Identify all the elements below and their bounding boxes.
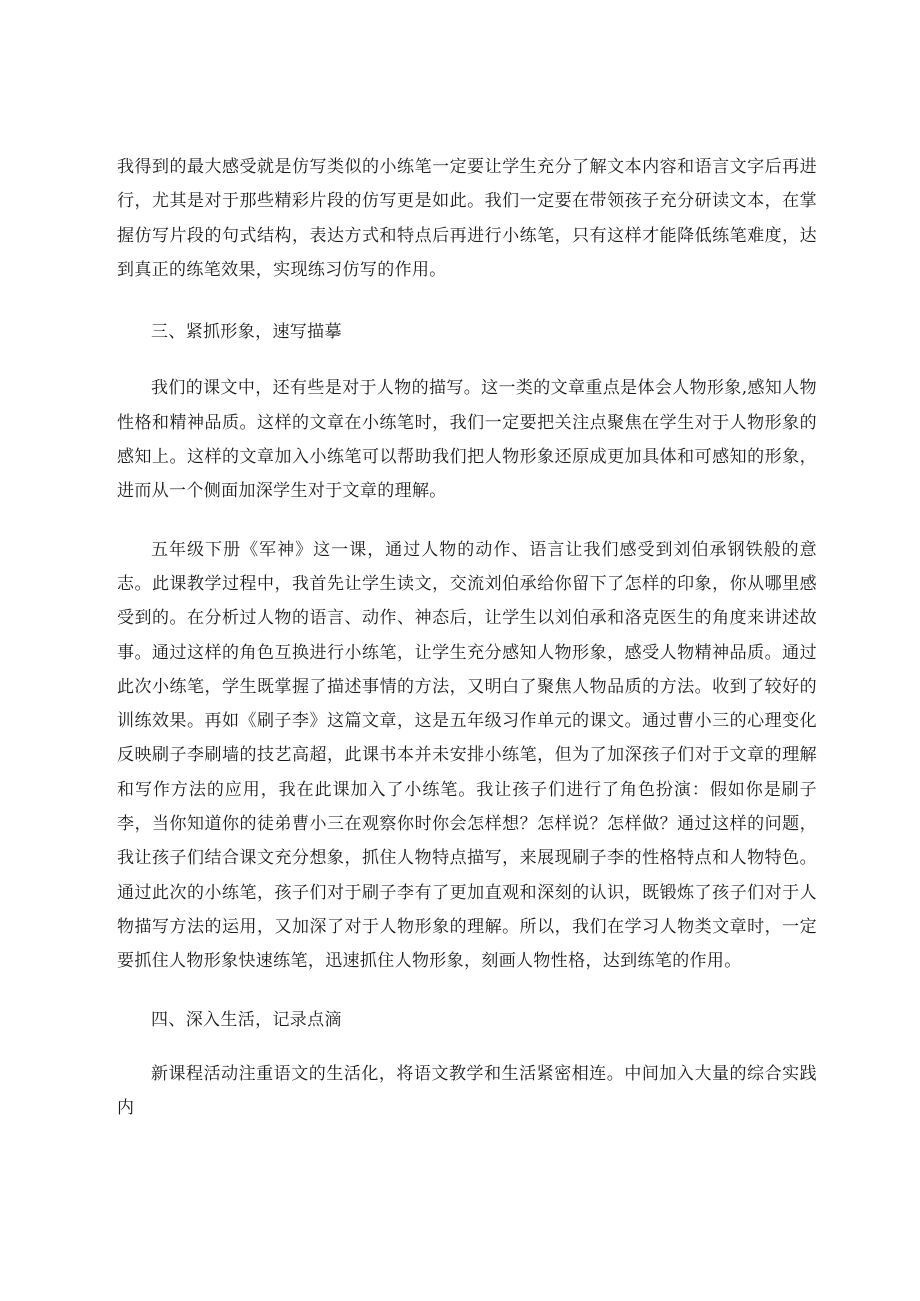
section-heading-3: 三、紧抓形象，速写描摹 bbox=[151, 322, 342, 343]
document-body bbox=[117, 150, 817, 1143]
paragraph-character-description: 我们的课文中，还有些是对于人物的描写。这一类的文章重点是体会人物形象,感知人物性格和精神品质。这样的文章在小练笔时，我们一定要把关注点聚焦在学生对于人物形象的感知上。这样的文章加入小练笔可以帮助我们把人物形象还原成更加具体和可感知的形象，进而从一个侧面加深学生对于文章的理解。 bbox=[117, 378, 817, 502]
paragraph-continuation: 我得到的最大感受就是仿写类似的小练笔一定要让学生充分了解文本内容和语言文字后再进行，尤其是对于那些精彩片段的仿写更是如此。我们一定要在带领孩子充分研读文本，在掌握仿写片段的句式结构，表达方式和特点后再进行小练笔，只有这样才能降低练笔难度，达到真正的练笔效果，实现练习仿写的作用。 bbox=[117, 157, 817, 280]
paragraph-lesson-examples: 五年级下册《军神》这一课，通过人物的动作、语言让我们感受到刘伯承钢铁般的意志。此课教学过程中，我首先让学生读文，交流刘伯承给你留下了怎样的印象，你从哪里感受到的。在分析过人物的语言、动作、神态后，让学生以刘伯承和洛克医生的角度来讲述故事。通过这样的角色互换进行小练笔，让学生充分感知人物形象，感受人物精神品质。通过此次小练笔，学生既掌握了描述事情的方法，又明白了聚焦人物品质的方法。收到了较好的训练效果。再如《刷子李》这篇文章，这是五年级习作单元的课文。通过曹小三的心理变化反映刷子李刷墙的技艺高超，此课书本并未安排小练笔，但为了加深孩子们对于文章的理解和写作方法的应用，我在此课加入了小练笔。我让孩子们进行了角色扮演：假如你是刷子李，当你知道你的徒弟曹小三在观察你时你会怎样想？怎样说？怎样做？通过这样的问题，我让孩子们结合课文充分想象，抓住人物特点描写，来展现刷子李的性格特点和人物特色。通过此次的小练笔，孩子们对于刷子李有了更加直观和深刻的认识，既锻炼了孩子们对于人物描写方法的运用，又加深了对于人物形象的理解。所以，我们在学习人物类文章时，一定要抓住人物形象快速练笔，迅速抓住人物形象，刻画人物性格，达到练笔的作用。 bbox=[117, 539, 817, 972]
section-heading-4: 四、深入生活，记录点滴 bbox=[151, 1009, 342, 1030]
paragraph-life-practice: 新课程活动注重语文的生活化，将语文教学和生活紧密相连。中间加入大量的综合实践内 bbox=[117, 1063, 817, 1119]
